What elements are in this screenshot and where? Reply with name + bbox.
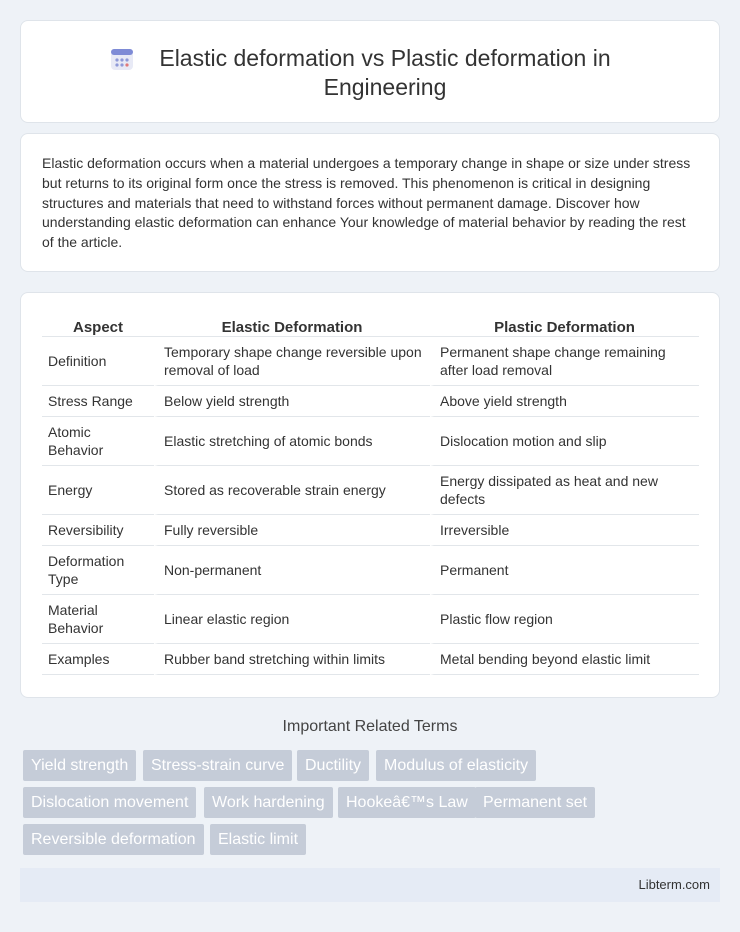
cell-plastic: Energy dissipated as heat and new defects <box>430 466 699 515</box>
cell-aspect: Atomic Behavior <box>42 417 154 466</box>
tag-stress-strain-curve[interactable]: Stress-strain curve <box>143 750 292 781</box>
cell-plastic: Plastic flow region <box>430 595 699 644</box>
table-row <box>42 515 699 546</box>
header-elastic: Elastic Deformation <box>154 315 430 337</box>
cell-elastic: Rubber band stretching within limits <box>154 644 430 675</box>
cell-aspect: Examples <box>42 644 154 675</box>
intro-paragraph: Elastic deformation occurs when a material undergoes a temporary change in shape or size under stress but returns to its original form once the stress is removed. This phenomenon is critical in designing structures and materials that need to withstand forces without permanent damage. Discover how understanding elastic deformation can enhance Your knowledge of material behavior by reading the rest of the article. <box>42 155 691 251</box>
cell-plastic: Dislocation motion and slip <box>430 417 699 466</box>
tag-ductility[interactable]: Ductility <box>297 750 369 781</box>
tag-work-hardening[interactable]: Work hardening <box>204 787 333 818</box>
cell-aspect: Deformation Type <box>42 546 154 595</box>
table-row <box>42 466 699 515</box>
cell-plastic: Metal bending beyond elastic limit <box>430 644 699 675</box>
tag-reversible-deformation[interactable]: Reversible deformation <box>23 824 204 855</box>
table-row <box>42 337 699 386</box>
table-row <box>42 595 699 644</box>
cell-elastic: Fully reversible <box>154 515 430 546</box>
footer-site-link[interactable]: Libterm.com <box>638 877 710 892</box>
related-terms-heading: Important Related Terms <box>282 718 458 735</box>
tag-elastic-limit[interactable]: Elastic limit <box>210 824 306 855</box>
page-title: Elastic deformation vs Plastic deformation in Engineering <box>159 45 611 100</box>
tag-hookes-law[interactable]: Hookeâ€™s Law <box>338 787 476 818</box>
table-header-row <box>42 315 699 337</box>
cell-elastic: Linear elastic region <box>154 595 430 644</box>
intro-card <box>20 133 720 272</box>
cell-elastic: Below yield strength <box>154 386 430 417</box>
table-row <box>42 386 699 417</box>
title-card <box>20 20 720 123</box>
cell-aspect: Energy <box>42 466 154 515</box>
cell-plastic: Above yield strength <box>430 386 699 417</box>
table-row <box>42 546 699 595</box>
table-row <box>42 417 699 466</box>
tag-modulus-of-elasticity[interactable]: Modulus of elasticity <box>376 750 536 781</box>
comparison-table <box>42 315 699 675</box>
table-row <box>42 644 699 675</box>
cell-aspect: Stress Range <box>42 386 154 417</box>
tag-permanent-set[interactable]: Permanent set <box>475 787 595 818</box>
header-plastic: Plastic Deformation <box>430 315 699 337</box>
tag-dislocation-movement[interactable]: Dislocation movement <box>23 787 196 818</box>
footer <box>20 868 720 902</box>
cell-elastic: Stored as recoverable strain energy <box>154 466 430 515</box>
cell-elastic: Elastic stretching of atomic bonds <box>154 417 430 466</box>
header-aspect: Aspect <box>42 315 154 337</box>
cell-aspect: Material Behavior <box>42 595 154 644</box>
tag-yield-strength[interactable]: Yield strength <box>23 750 136 781</box>
cell-elastic: Temporary shape change reversible upon removal of load <box>154 337 430 386</box>
comparison-card <box>20 292 720 698</box>
cell-plastic: Permanent <box>430 546 699 595</box>
cell-aspect: Reversibility <box>42 515 154 546</box>
cell-aspect: Definition <box>42 337 154 386</box>
cell-plastic: Permanent shape change remaining after load removal <box>430 337 699 386</box>
cell-elastic: Non-permanent <box>154 546 430 595</box>
cell-plastic: Irreversible <box>430 515 699 546</box>
